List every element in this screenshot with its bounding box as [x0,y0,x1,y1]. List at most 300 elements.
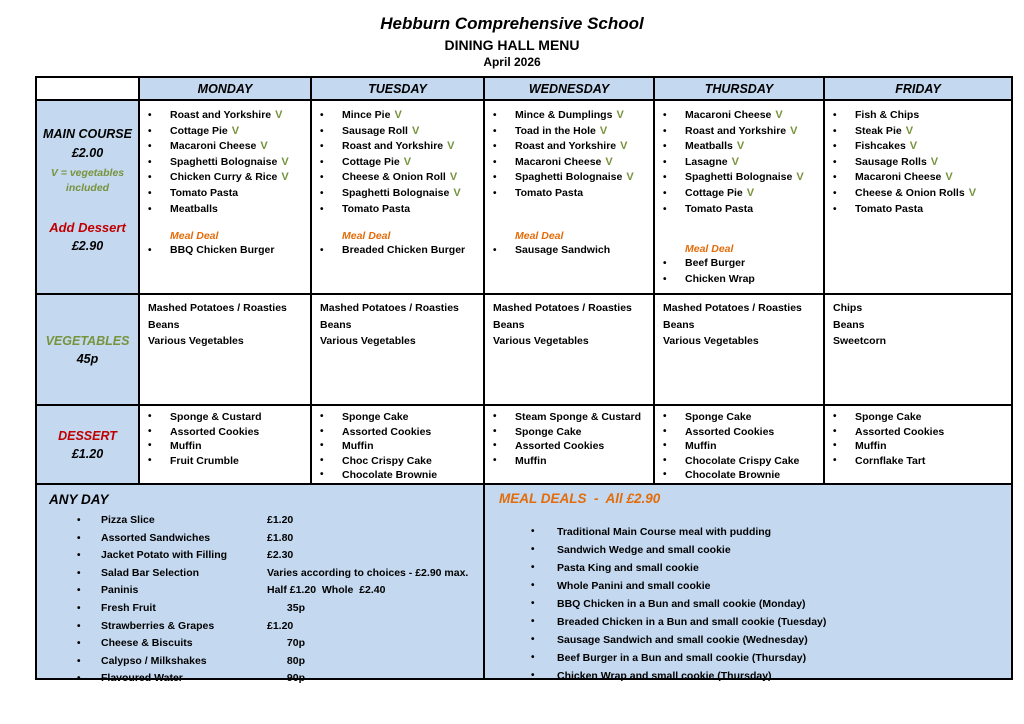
menu-item [320,170,480,186]
any-day-item-price: £1.80 [267,531,294,544]
menu-item-label: Cheese & Onion Rolls [855,186,965,199]
bullet-icon: • [493,172,497,184]
veg-marker: V [790,124,798,137]
meal-deal-label: Meal Deal [685,243,734,256]
dessert-item [148,454,307,469]
menu-item-label: Spaghetti Bolognaise [685,171,793,184]
vegetable-line: Chips [833,302,863,314]
menu-item-label: Roast and Yorkshire [515,140,617,153]
bullet-icon: • [77,602,81,614]
bullet-icon: • [320,141,324,153]
bullet-icon: • [493,425,497,437]
vegetable-line: Mashed Potatoes / Roasties [320,302,459,314]
dessert-price: £1.20 [71,446,104,461]
any-day-item [49,635,475,653]
menu-item-label: Cottage Pie [342,155,400,168]
veg-marker: V [260,140,268,153]
bullet-icon: • [77,638,81,650]
menu-item [493,108,650,124]
menu-item-label: Lasagne [685,155,728,168]
meal-deals-item [499,523,1003,541]
meal-deal-list [320,243,480,259]
menu-item-label: Roast and Yorkshire [170,109,272,121]
meal-deals-item [499,649,1003,667]
meal-deals-item-label: Breaded Chicken in a Bun and small cookie (Tuesday) [557,616,827,628]
main-course-list [148,108,307,217]
bullet-icon: • [320,425,324,437]
veg-marker: V [905,124,914,137]
bullet-icon: • [493,141,497,153]
dessert-item [148,410,307,425]
veg-marker: V [403,155,412,168]
bullet-icon: • [148,172,152,184]
menu-item-label: Tomato Pasta [515,186,584,199]
bullet-icon: • [148,125,152,137]
meal-deal-list [663,256,820,287]
bullet-icon: • [663,110,667,121]
bullet-icon: • [663,469,667,480]
veg-marker: V [599,124,608,137]
bullet-icon: • [77,532,81,544]
dessert-item-label: Cornflake Tart [855,454,926,467]
menu-item [663,124,820,140]
meal-deals-item [499,613,1003,631]
any-day-section [37,485,485,685]
bullet-icon: • [320,125,324,137]
meal-deals-item [499,631,1003,649]
any-day-item [49,547,475,565]
bullet-icon: • [833,141,837,153]
veg-marker: V [736,140,745,153]
meal-deals-section [485,485,1011,682]
bullet-icon: • [531,526,535,537]
dessert-item [320,425,480,440]
bullet-icon: • [320,440,324,451]
dessert-item-label: Chocolate Brownie [685,469,781,481]
vegetable-line: Beans [663,318,695,331]
meal-deal-item [663,256,820,272]
menu-item-label: Meatballs [685,140,733,153]
menu-item [663,186,820,202]
bullet-icon: • [77,655,81,667]
main-course-list [833,108,1008,217]
meal-deals-item [499,559,1003,577]
bullet-icon: • [833,425,837,437]
meal-deals-item-label: Sandwich Wedge and small cookie [557,544,731,556]
day-header-monday: MONDAY [140,78,312,101]
menu-item [493,155,650,171]
bullet-icon: • [833,440,837,451]
bullet-icon: • [833,187,837,199]
vegetables-cell-monday [140,295,312,406]
any-day-item [49,670,475,688]
main-course-cell-wednesday [485,101,655,295]
bullet-icon: • [77,673,81,685]
bullet-icon: • [148,425,152,437]
meal-deal-item-label: Sausage Sandwich [515,243,611,256]
vegetables-cell-friday [825,295,1011,406]
meal-deal-label: Meal Deal [170,230,219,243]
veg-marker: V [605,155,613,168]
menu-item-label: Tomato Pasta [170,186,239,199]
dessert-item-label: Steam Sponge & Custard [515,411,642,423]
menu-item [148,124,307,140]
meal-deals-item [499,577,1003,595]
meal-deals-label: MEAL DEALS - All £2.90 [499,491,661,506]
any-day-item-price: £1.20 [267,619,294,632]
veg-marker: V [453,186,461,199]
dessert-item-label: Sponge Cake [515,425,582,438]
bullet-icon: • [148,156,152,168]
menu-item [320,124,480,140]
vegetable-line: Beans [320,318,352,331]
corner-cell [37,78,140,101]
veg-marker: V [968,186,977,199]
any-day-label: ANY DAY [49,492,109,507]
dessert-item [833,439,1008,454]
menu-item [320,186,480,202]
dessert-cell-thursday [655,406,825,485]
dessert-item-label: Fruit Crumble [170,454,239,467]
menu-item-label: Roast and Yorkshire [342,140,444,153]
veg-marker: V [945,171,953,184]
vegetable-line: Various Vegetables [493,335,589,347]
menu-item-label: Sausage Roll [342,124,408,137]
menu-table [35,76,1013,685]
any-day-list [49,512,475,688]
meal-deals-list [499,523,1003,685]
vegetable-line: Various Vegetables [320,335,416,347]
bullet-icon: • [663,141,667,153]
bullet-icon: • [663,454,667,466]
any-day-item-price: Half £1.20 Whole £2.40 [267,584,386,597]
page-title [0,14,1024,69]
menu-item [148,186,307,202]
any-day-item-price: Varies according to choices - £2.90 max. [267,566,469,579]
bullet-icon: • [320,454,324,466]
bullet-icon: • [493,110,497,121]
bullet-icon: • [531,544,535,555]
menu-item-label: Meatballs [170,202,218,215]
bullet-icon: • [531,670,535,681]
dessert-item-label: Sponge & Custard [170,411,262,423]
vegetables-label: VEGETABLES [45,333,130,348]
meal-deal-item-label: Beef Burger [685,257,746,270]
bullet-icon: • [663,425,667,437]
dessert-item [320,410,480,425]
any-day-item [49,618,475,636]
dessert-item [663,410,820,425]
menu-item-label: Chicken Curry & Rice [170,171,278,184]
dessert-item [320,468,480,483]
main-course-list [663,108,820,217]
bullet-icon: • [77,620,81,632]
bullet-icon: • [531,598,535,609]
vegetable-line: Beans [493,318,525,331]
bullet-icon: • [663,156,667,168]
bullet-icon: • [493,454,497,466]
bullet-icon: • [531,634,535,645]
menu-item-label: Macaroni Cheese [855,171,942,184]
main-course-label: MAIN COURSE [43,127,132,141]
menu-item [320,108,480,124]
meal-deals-item [499,667,1003,685]
menu-item [320,139,480,155]
bullet-icon: • [493,187,497,199]
veg-included-note: V = vegetables included [50,167,125,194]
any-day-item [49,600,475,618]
any-day-item-name: Jacket Potato with Filling [101,549,228,562]
dessert-cell-monday [140,406,312,485]
dessert-item [148,425,307,440]
main-course-cell-friday [825,101,1011,295]
meal-deals-item-label: Whole Panini and small cookie [557,580,711,592]
any-day-item-name: Cheese & Biscuits [101,637,193,650]
menu-item [148,108,307,124]
dessert-item-label: Assorted Cookies [342,425,432,438]
bullet-icon: • [320,411,324,422]
dessert-item [493,425,650,440]
dining-hall-menu-title: DINING HALL MENU [444,37,580,53]
menu-item [148,155,307,171]
meal-deal-list [148,243,307,259]
menu-item-label: Spaghetti Bolognaise [342,186,450,199]
bullet-icon: • [833,110,837,121]
menu-item [833,202,1008,218]
bullet-icon: • [663,411,667,422]
bullet-icon: • [148,454,152,466]
veg-marker: V [616,109,624,121]
menu-item-label: Mince Pie [342,109,391,121]
dessert-item [320,439,480,454]
menu-item [663,202,820,218]
bullet-icon: • [148,245,152,257]
bullet-icon: • [493,125,497,137]
menu-item [493,139,650,155]
veg-marker: V [626,171,634,184]
menu-item-label: Toad in the Hole [515,124,596,137]
meal-deals-item-label: Traditional Main Course meal with pudding [557,526,772,538]
bullet-icon: • [531,580,535,591]
bullet-icon: • [77,515,81,526]
dessert-item-label: Muffin [685,440,717,452]
menu-item [148,139,307,155]
vegetable-line: Mashed Potatoes / Roasties [663,302,802,314]
any-day-item-price: 90p [286,672,305,685]
bullet-icon: • [663,258,667,270]
vegetable-line: Various Vegetables [148,335,244,347]
menu-item [320,155,480,171]
dessert-item [663,468,820,483]
meal-deals-item-label: Pasta King and small cookie [557,562,699,574]
meal-deal-list [493,243,650,259]
bullet-icon: • [148,141,152,153]
veg-marker: V [909,140,918,153]
menu-item-label: Tomato Pasta [685,202,754,215]
dessert-item-label: Sponge Cake [685,411,752,423]
bullet-icon: • [493,411,497,422]
meal-deals-item-label: BBQ Chicken in a Bun and small cookie (Monday) [557,598,806,610]
menu-item [833,124,1008,140]
month-label: April 2026 [483,55,541,69]
any-day-item-name: Paninis [101,584,139,597]
school-title: Hebburn Comprehensive School [380,14,644,33]
vegetables-cell-tuesday [312,295,485,406]
bullet-icon: • [663,172,667,184]
add-dessert-label: Add Dessert [49,220,126,235]
dessert-item-label: Muffin [170,440,202,452]
menu-item-label: Sausage Rolls [855,155,927,168]
dessert-item-label: Muffin [515,454,547,467]
dessert-item-label: Chocolate Brownie [342,469,438,481]
any-day-item-name: Assorted Sandwiches [101,531,211,544]
vegetables-cell-thursday [655,295,825,406]
dessert-item-label: Choc Crispy Cake [342,454,432,467]
veg-marker: V [930,155,939,168]
any-day-item [49,530,475,548]
menu-item [663,155,820,171]
menu-item-label: Macaroni Cheese [170,140,257,153]
menu-item [663,139,820,155]
meal-deal-item [320,243,480,259]
vegetables-cell-wednesday [485,295,655,406]
menu-item-label: Tomato Pasta [855,202,924,215]
menu-item [148,202,307,218]
menu-item [320,202,480,218]
bullet-icon: • [833,172,837,184]
any-day-item-name: Fresh Fruit [101,601,156,614]
dessert-item-label: Assorted Cookies [515,440,605,452]
menu-item-label: Steak Pie [855,124,902,137]
meal-deal-item [663,272,820,288]
menu-item [833,170,1008,186]
meal-deal-label: Meal Deal [515,229,564,242]
dessert-item-label: Assorted Cookies [170,425,260,438]
vegetable-line: Beans [148,318,180,331]
veg-marker: V [281,155,289,168]
meal-deals-item-label: Beef Burger in a Bun and small cookie (Thursday) [557,652,807,664]
dessert-item-label: Muffin [342,440,374,452]
menu-item [493,170,650,186]
bullet-icon: • [531,616,535,627]
any-day-item-price: £2.30 [267,549,294,562]
any-day-item-price: 35p [286,601,305,614]
bullet-icon: • [320,203,324,215]
veg-marker: V [731,155,739,168]
bullet-icon: • [663,440,667,451]
menu-item-label: Macaroni Cheese [685,109,772,121]
bullet-icon: • [493,156,497,168]
veg-marker: V [231,124,240,137]
menu-item [148,170,307,186]
meal-deal-label: Meal Deal [342,230,391,243]
menu-item-label: Fishcakes [855,140,906,153]
vegetable-line: Beans [833,318,865,331]
dessert-item [833,425,1008,440]
dessert-item [320,454,480,469]
vegetable-line: Sweetcorn [833,335,887,347]
dessert-cell-friday [825,406,1011,485]
bullet-icon: • [531,562,535,573]
bullet-icon: • [77,550,81,562]
dessert-item-label: Assorted Cookies [685,425,775,438]
veg-marker: V [449,171,458,184]
menu-item-label: Roast and Yorkshire [685,124,787,137]
dessert-item [663,425,820,440]
bullet-icon: • [148,110,152,121]
menu-item-label: Spaghetti Bolognaise [170,155,278,168]
veg-marker: V [275,109,283,121]
menu-item [833,108,1008,124]
dessert-item [833,410,1008,425]
bullet-icon: • [663,203,667,215]
bullet-icon: • [663,187,667,199]
vegetables-price: 45p [76,351,99,366]
menu-item-label: Mince & Dumplings [515,109,613,121]
bullet-icon: • [833,125,837,137]
veg-marker: V [796,171,804,184]
bullet-icon: • [148,187,152,199]
menu-item-label: Cheese & Onion Roll [342,171,446,184]
main-course-row-header [37,101,140,295]
meal-deals-item-label: Chicken Wrap and small cookie (Thursday) [557,670,772,682]
main-course-cell-monday [140,101,312,295]
bullet-icon: • [320,156,324,168]
dessert-item-label: Sponge Cake [855,411,922,423]
dessert-cell-tuesday [312,406,485,485]
bullet-icon: • [320,245,324,257]
add-dessert-price: £2.90 [71,239,104,253]
bullet-icon: • [833,203,837,215]
dessert-item-label: Sponge Cake [342,411,409,423]
bullet-icon: • [320,469,324,480]
dessert-item [663,439,820,454]
menu-item-label: Cottage Pie [685,186,743,199]
veg-marker: V [775,109,783,121]
veg-marker: V [281,171,289,184]
dessert-item [663,454,820,469]
bullet-icon: • [493,440,497,451]
any-day-item [49,512,475,530]
dessert-item [148,439,307,454]
bullet-icon: • [833,411,837,422]
menu-item-label: Macaroni Cheese [515,155,602,168]
menu-item [833,186,1008,202]
dessert-label: DESSERT [58,428,117,443]
bullet-icon: • [148,411,152,422]
menu-item [663,170,820,186]
main-course-cell-thursday [655,101,825,295]
day-header-thursday: THURSDAY [655,78,825,101]
any-day-item-name: Strawberries & Grapes [101,619,215,632]
menu-item-label: Spaghetti Bolognaise [515,171,623,184]
bullet-icon: • [320,187,324,199]
meal-deal-item [493,243,650,259]
vegetables-row-header [37,295,140,406]
bullet-icon: • [833,454,837,466]
bullet-icon: • [148,440,152,451]
any-day-item-name: Calypso / Milkshakes [101,654,207,667]
meal-deal-item-label: BBQ Chicken Burger [170,244,275,257]
veg-marker: V [447,140,455,153]
dessert-item [493,410,650,425]
dessert-item-label: Assorted Cookies [855,425,945,438]
main-course-list [493,108,650,202]
menu-item-label: Cottage Pie [170,124,228,137]
any-day-item [49,565,475,583]
any-day-item-name: Flavoured Water [101,672,183,685]
meal-deals-item [499,595,1003,613]
